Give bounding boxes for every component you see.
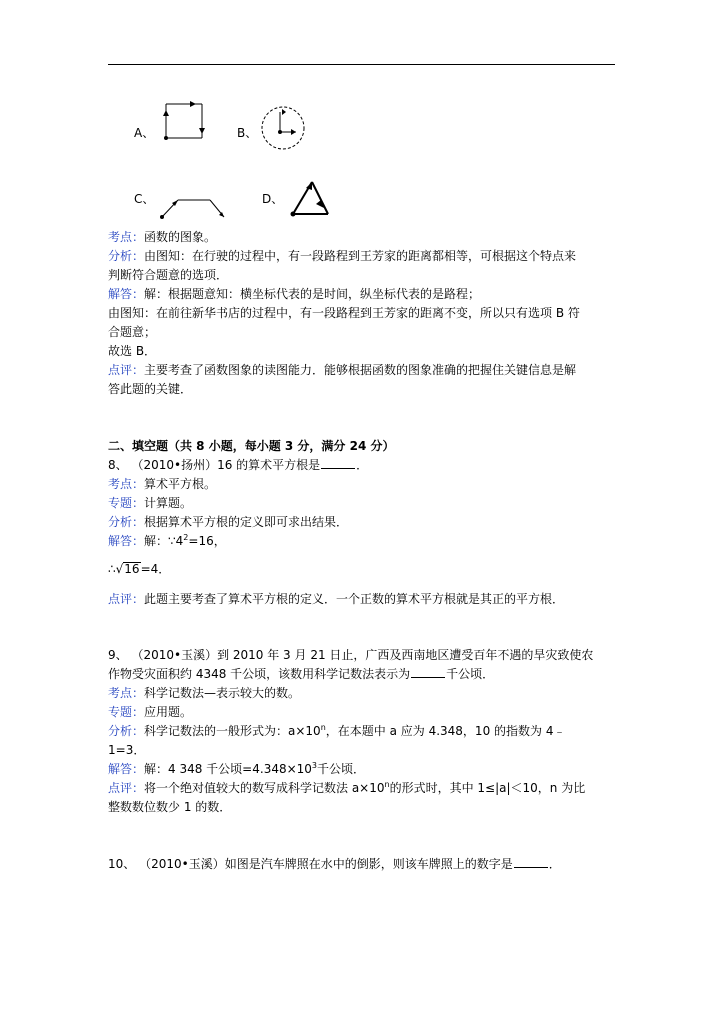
q9-kaodian: 考点：科学记数法—表示较大的数。 (108, 686, 301, 700)
q8-zhuanti: 专题：计算题。 (108, 496, 193, 510)
answer-blank (514, 856, 548, 868)
prev-kaodian: 考点：函数的图象。 (108, 230, 217, 244)
jieda-tag: 解答： (108, 762, 145, 776)
section-heading: 二、填空题（共 8 小题，每小题 3 分，满分 24 分） (108, 439, 395, 453)
q8-dianping: 点评：此题主要考查了算术平方根的定义．一个正数的算术平方根就是其正的平方根． (108, 592, 565, 606)
q9-dianping-2: 整数数位数少 1 的数． (108, 800, 232, 814)
q10-stem: 10、 （2010•玉溪）如图是汽车牌照在水中的倒影，则该车牌照上的数字是 ． (108, 857, 561, 871)
jieda-tag: 解答： (108, 534, 145, 548)
prev-jieda-4: 故选 B． (108, 344, 157, 358)
option-d-label: D、 (262, 192, 284, 206)
option-b-label: B、 (237, 126, 258, 140)
q9-fenxi-2: 1=3． (108, 743, 146, 757)
q8-jieda: 解答：解：$\because 4^2=16$， (108, 533, 226, 548)
q9-fenxi-1: 分析：科学记数法的一般形式为：$a\times 10^n$，在本题中 a 应为 4.348，10 的指数为 4﹣ (108, 723, 566, 738)
q9-jieda: 解答：解：4 348 千公顷$=4.348\times 10^3$千公顷． (108, 761, 366, 776)
q8-result: ∴√16=4． (108, 562, 171, 576)
q9-stem-1: 9、 （2010•玉溪）到 2010 年 3 月 21 日止，广西及西南地区遭受百年不遇的旱灾致使农 (108, 648, 594, 662)
prev-jieda-3: 合题意； (108, 325, 157, 339)
q9-stem-2: 作物受灾面积约 4348 千公顷，该数用科学记数法表示为 千公顷． (108, 667, 495, 681)
fenxi-tag: 分析： (108, 515, 145, 529)
prev-fenxi-2: 判断符合题意的选项． (108, 268, 229, 282)
dianping-tag: 点评： (108, 592, 145, 606)
prev-dianping-1: 点评：主要考查了函数图象的读图能力．能够根据函数的图象准确的把握住关键信息是解 (108, 363, 577, 377)
kaodian-tag: 考点： (108, 686, 145, 700)
q9-dianping-1: 点评：将一个绝对值较大的数写成科学记数法 $a\times 10^n$的形式时，其中 1≤|a|＜10，n 为比 (108, 780, 586, 795)
fenxi-tag: 分析： (108, 724, 145, 738)
fenxi-tag: 分析： (108, 249, 145, 263)
prev-jieda-2: 由图知：在前往新华书店的过程中，有一段路程到王芳家的距离不变，所以只有选项 B 符 (108, 306, 580, 320)
header-rule (108, 64, 615, 65)
dianping-tag: 点评： (108, 363, 145, 377)
kaodian-tag: 考点： (108, 477, 145, 491)
q9-zhuanti: 专题：应用题。 (108, 705, 193, 719)
option-d-figure (288, 178, 332, 220)
option-b-figure (258, 104, 308, 152)
zhuanti-tag: 专题： (108, 496, 145, 510)
q8-fenxi: 分析：根据算术平方根的定义即可求出结果． (108, 515, 349, 529)
prev-dianping-2: 答此题的关键． (108, 382, 193, 396)
kaodian-tag: 考点： (108, 230, 145, 244)
option-c-label: C、 (134, 192, 155, 206)
option-a-figure (158, 100, 208, 144)
sqrt-symbol: √ (115, 562, 124, 576)
option-c-figure (158, 194, 228, 220)
q8-stem: 8、 （2010•扬州）16 的算术平方根是 ． (108, 458, 369, 472)
dianping-tag: 点评： (108, 781, 145, 795)
prev-fenxi-1: 分析：由图知：在行驶的过程中，有一段路程到王芳家的距离都相等，可根据这个特点来 (108, 249, 577, 263)
jieda-tag: 解答： (108, 287, 145, 301)
prev-jieda-1: 解答：解：根据题意知：横坐标代表的是时间，纵坐标代表的是路程； (108, 287, 481, 301)
option-a-label: A、 (134, 126, 155, 140)
answer-blank (321, 457, 355, 469)
q8-kaodian: 考点：算术平方根。 (108, 477, 217, 491)
zhuanti-tag: 专题： (108, 705, 145, 719)
radicand: 16 (124, 562, 140, 576)
answer-blank (411, 666, 445, 678)
